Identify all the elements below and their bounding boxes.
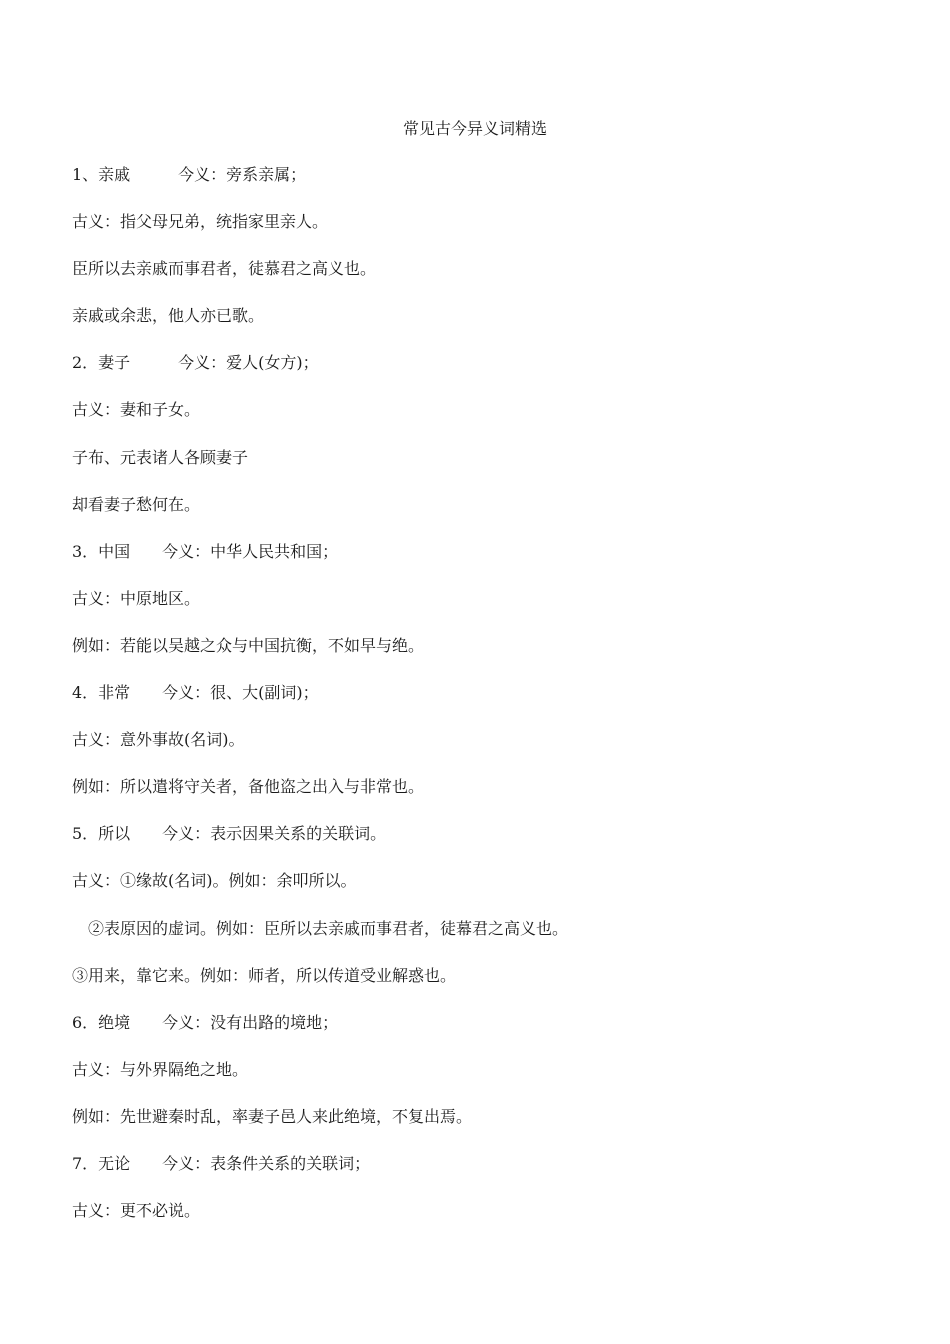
document-body bbox=[72, 164, 892, 1247]
body-line: 5．所以 今义：表示因果关系的关联词。 bbox=[72, 824, 387, 844]
body-line: ③用来，靠它来。例如：师者，所以传道受业解惑也。 bbox=[72, 965, 457, 985]
body-line: 6．绝境 今义：没有出路的境地； bbox=[72, 1012, 339, 1032]
body-line: 例如：先世避秦时乱，率妻子邑人来此绝境，不复出焉。 bbox=[72, 1106, 473, 1126]
body-line: 古义：中原地区。 bbox=[72, 588, 201, 608]
document-title: 常见古今异义词精选 bbox=[402, 119, 547, 138]
body-line: 古义：①缘故(名词)。例如：余叩所以。 bbox=[72, 871, 357, 891]
body-line: 例如：若能以吴越之众与中国抗衡，不如早与绝。 bbox=[72, 635, 425, 655]
body-line: 亲戚或余悲，他人亦已歌。 bbox=[72, 306, 265, 326]
body-line: 7．无论 今义：表条件关系的关联词； bbox=[72, 1153, 371, 1173]
body-line: 2．妻子 今义：爱人(女方)； bbox=[72, 353, 319, 373]
body-line: 古义：与外界隔绝之地。 bbox=[72, 1059, 249, 1079]
body-line: 却看妻子愁何在。 bbox=[72, 494, 201, 514]
body-line: 古义：妻和子女。 bbox=[72, 400, 201, 420]
body-line: 古义：意外事故(名词)。 bbox=[72, 730, 245, 750]
body-line: 3．中国 今义：中华人民共和国； bbox=[72, 541, 339, 561]
body-line: 臣所以去亲戚而事君者，徒慕君之高义也。 bbox=[72, 259, 377, 279]
body-line: 子布、元表诸人各顾妻子 bbox=[72, 447, 249, 467]
body-line: 古义：指父母兄弟，统指家里亲人。 bbox=[72, 212, 329, 232]
body-line: 4．非常 今义：很、大(副词)； bbox=[72, 683, 319, 703]
body-line: ②表原因的虚词。例如：臣所以去亲戚而事君者，徒幕君之高义也。 bbox=[88, 918, 569, 938]
body-line: 古义：更不必说。 bbox=[72, 1201, 201, 1221]
body-line: 例如：所以遣将守关者，备他盗之出入与非常也。 bbox=[72, 777, 425, 797]
body-line: 1、亲戚 今义：旁系亲属； bbox=[72, 165, 307, 184]
